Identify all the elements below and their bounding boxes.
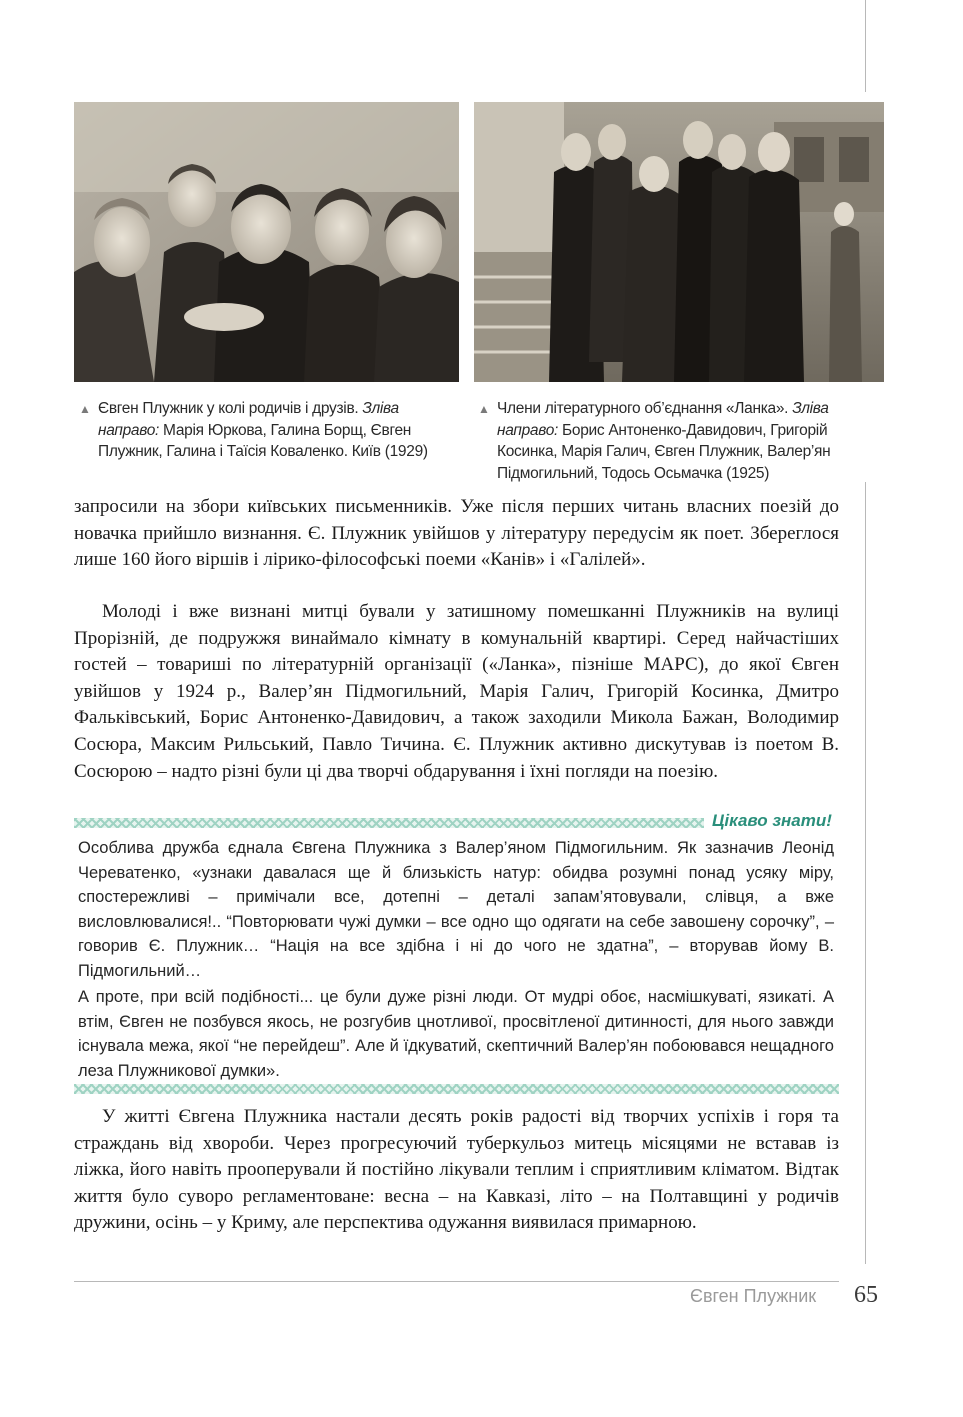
body-paragraph: У житті Євгена Плужника настали десять років радості від творчих успіхів і горя та страждань від хвороби. Через прогресуючий туберкульоз митець місяцями не вставав із ліжка, його навіть прооперували й постійно лікували теплим і сприятливим кліматом. Відтак життя було суворо регламентоване: весна – на Кавказі, літо – на Полтавщині у родичів дружини, осінь – у Криму, але перспектива одужання виявилася примарною. (74, 1106, 839, 1234)
aside-paragraph: А проте, при всій подібності... це були дуже різні люди. От мудрі обоє, насмішкуваті, язикаті. А втім, Євген не позбувся якось, не розгубив цнотливої, просвітленої дитинності, для нього завжди існувала межа, якої “не перейдеш”. Але й їдкуватий, скептичний Валер’ян побоювався нещадного леза Плужникової думки». (78, 988, 834, 1080)
body-paragraph: Молоді і вже визнані митці бували у затишному помешканні Плужників на вулиці Прорізній, де подружжя винаймало кімнату в комунальній квартирі. Серед найчастіших гостей – товариші по літературній організації («Ланка», пізніше МАРС), до якої Євген увійшов у 1924 р., Валер’ян Підмогильний, Марія Галич, Григорій Косинка, Дмитро Фальківський, Борис Антоненко-Давидович, а також заходили Микола Бажан, Володимир Сосюра, Максим Рильський, Павло Тичина. Є. Плужник активно дискутував із поетом В. Сосюрою – надто різні були ці два творчі обдарування і їхні погляди на поезію. (74, 601, 839, 782)
caption-italic: Зліва направо: (98, 400, 399, 439)
photo-caption-left (79, 398, 448, 463)
aside-divider-top (74, 818, 704, 828)
footer-rule (74, 1281, 839, 1282)
running-footer-title: Євген Плужник (690, 1286, 817, 1306)
body-paragraph: запросили на збори київських письменників. Уже після перших читань власних поезій до новачка прийшло визнання. Є. Плужник увійшов у літературу передусім як поет. Збереглося лише 160 його віршів і лірико-філософські поеми «Канів» і «Галілей». (74, 496, 839, 571)
aside-divider-bottom (74, 1084, 839, 1094)
aside-paragraph: Особлива дружба єднала Євгена Плужника з Валер’яном Підмогильним. Як зазначив Леонід Череватенко, «узнаки давалася ще й близькість натур: обидва розумні понад усяку міру, спостережливі – примічали все, дотепні – деталі запам’ятовували, слівця, а вже висловлювалися!.. “Повторювати чужі думки – все одно що одягати на себе завошену сорочку”, – говорив Є. Плужник… “Нація на все здібна і ні до чого не здатна”, – вторував йому В. Підмогильний… (78, 839, 834, 980)
caption-main: Євген Плужник у колі родичів і друзів. (98, 400, 359, 417)
caption-rest: Марія Юркова, Галина Борщ, Євген Плужник, Галина і Таїсія Коваленко. Київ (1929) (98, 421, 428, 460)
photo-caption-right (478, 398, 865, 484)
photo-family-group (74, 102, 459, 382)
margin-rule-top (865, 0, 866, 92)
caption-marker-icon: ▲ (478, 402, 490, 416)
caption-rest: Борис Антоненко-Давидович, Григорій Косинка, Марія Галич, Євген Плужник, Валер’ян Підмогильний, Тодось Осьмачка (1925) (497, 421, 831, 482)
caption-main: Члени літературного об’єднання «Ланка». (497, 400, 793, 417)
margin-rule (865, 482, 866, 1264)
caption-marker-icon: ▲ (79, 402, 91, 416)
caption-italic: Зліва направо: (497, 400, 829, 439)
page-number: 65 (854, 1282, 878, 1308)
aside-heading: Цікаво знати! (712, 811, 832, 830)
photo-lanka-members (474, 102, 884, 382)
